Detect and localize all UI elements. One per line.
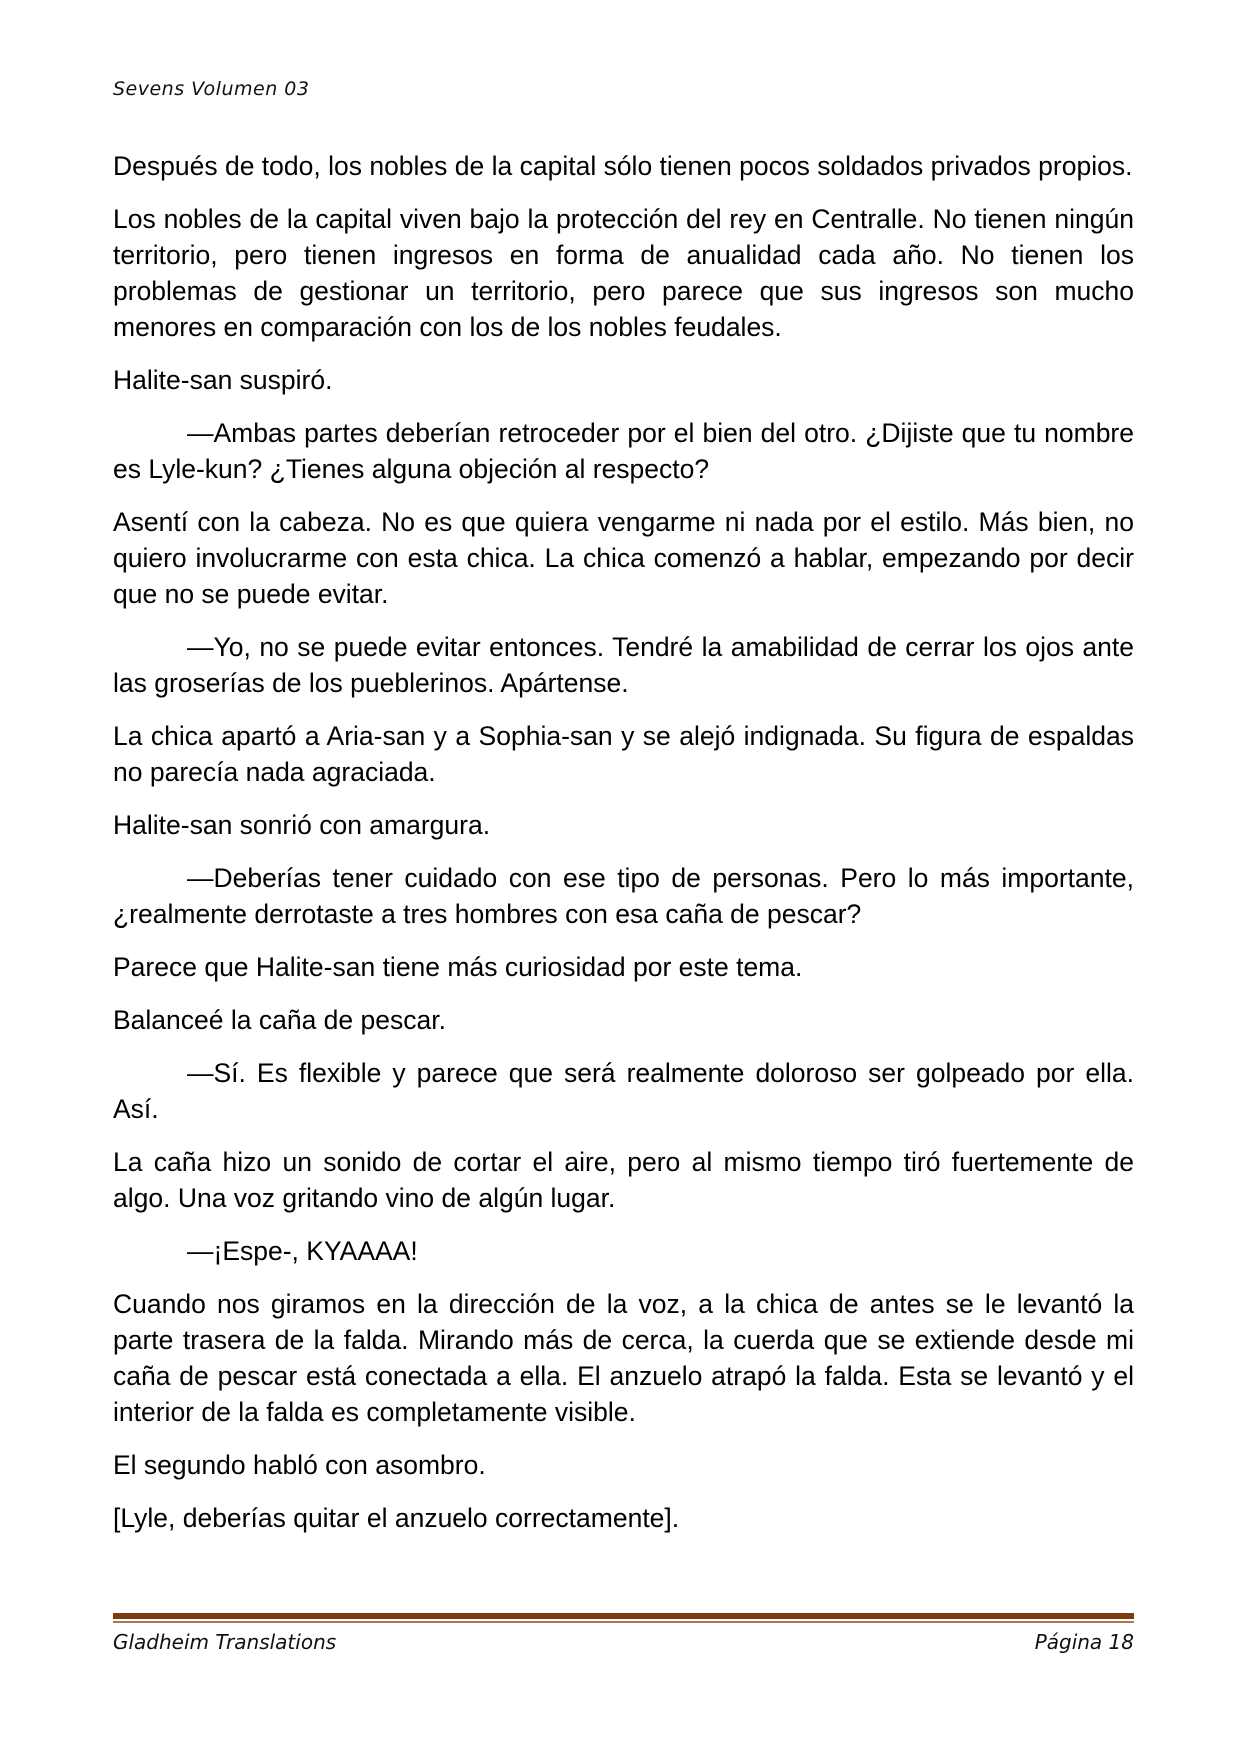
paragraph: [Lyle, deberías quitar el anzuelo correctamente].: [113, 1503, 680, 1533]
paragraph: Halite-san sonrió con amargura.: [113, 810, 491, 840]
dialogue-paragraph: —¡Espe-, KYAAAA!: [187, 1236, 418, 1266]
running-header: Sevens Volumen 03: [113, 78, 310, 100]
footer-publisher: Gladheim Translations: [113, 1630, 337, 1654]
paragraph: Balanceé la caña de pescar.: [113, 1005, 446, 1035]
paragraph: El segundo habló con asombro.: [113, 1450, 486, 1480]
paragraph: Halite-san suspiró.: [113, 365, 333, 395]
paragraph: Parece que Halite-san tiene más curiosidad por este tema.: [113, 952, 803, 982]
footer-divider-thick: [113, 1613, 1134, 1619]
paragraph: La caña hizo un sonido de cortar el aire, pero al mismo tiempo tiró fuertemente de algo. Una voz gritando vino de algún lugar.: [113, 1147, 1134, 1213]
footer-divider-thin: [113, 1621, 1134, 1623]
paragraph: Asentí con la cabeza. No es que quiera vengarme ni nada por el estilo. Más bien, no quiero involucrarme con esta chica. La chica comenzó a hablar, empezando por decir que no se puede evitar.: [113, 507, 1134, 609]
page-number: Página 18: [1034, 1630, 1134, 1654]
dialogue-paragraph: —Sí. Es flexible y parece que será realmente doloroso ser golpeado por ella. Así.: [113, 1058, 1134, 1124]
paragraph: La chica apartó a Aria-san y a Sophia-san y se alejó indignada. Su figura de espaldas no parecía nada agraciada.: [113, 721, 1134, 787]
paragraph: Cuando nos giramos en la dirección de la voz, a la chica de antes se le levantó la parte trasera de la falda. Mirando más de cerca, la cuerda que se extiende desde mi caña de pescar está conectada a ella. El anzuelo atrapó la falda. Esta se levantó y el interior de la falda es completamente visible.: [113, 1289, 1134, 1427]
dialogue-paragraph: —Yo, no se puede evitar entonces. Tendré la amabilidad de cerrar los ojos ante las groserías de los pueblerinos. Apártense.: [113, 632, 1134, 698]
running-footer: [113, 1630, 1134, 1654]
dialogue-paragraph: —Ambas partes deberían retroceder por el bien del otro. ¿Dijiste que tu nombre es Lyle-kun? ¿Tienes alguna objeción al respecto?: [113, 418, 1134, 484]
dialogue-paragraph: —Deberías tener cuidado con ese tipo de personas. Pero lo más importante, ¿realmente derrotaste a tres hombres con esa caña de pescar?: [113, 863, 1134, 929]
paragraph: Los nobles de la capital viven bajo la protección del rey en Centralle. No tienen ningún territorio, pero tienen ingresos en forma de anualidad cada año. No tienen los problemas de gestionar un territorio, pero parece que sus ingresos son mucho menores en comparación con los de los nobles feudales.: [113, 204, 1134, 342]
footer-divider: [113, 1613, 1134, 1623]
body-text: [113, 148, 1134, 1553]
paragraph: Después de todo, los nobles de la capital sólo tienen pocos soldados privados propios.: [113, 151, 1133, 181]
